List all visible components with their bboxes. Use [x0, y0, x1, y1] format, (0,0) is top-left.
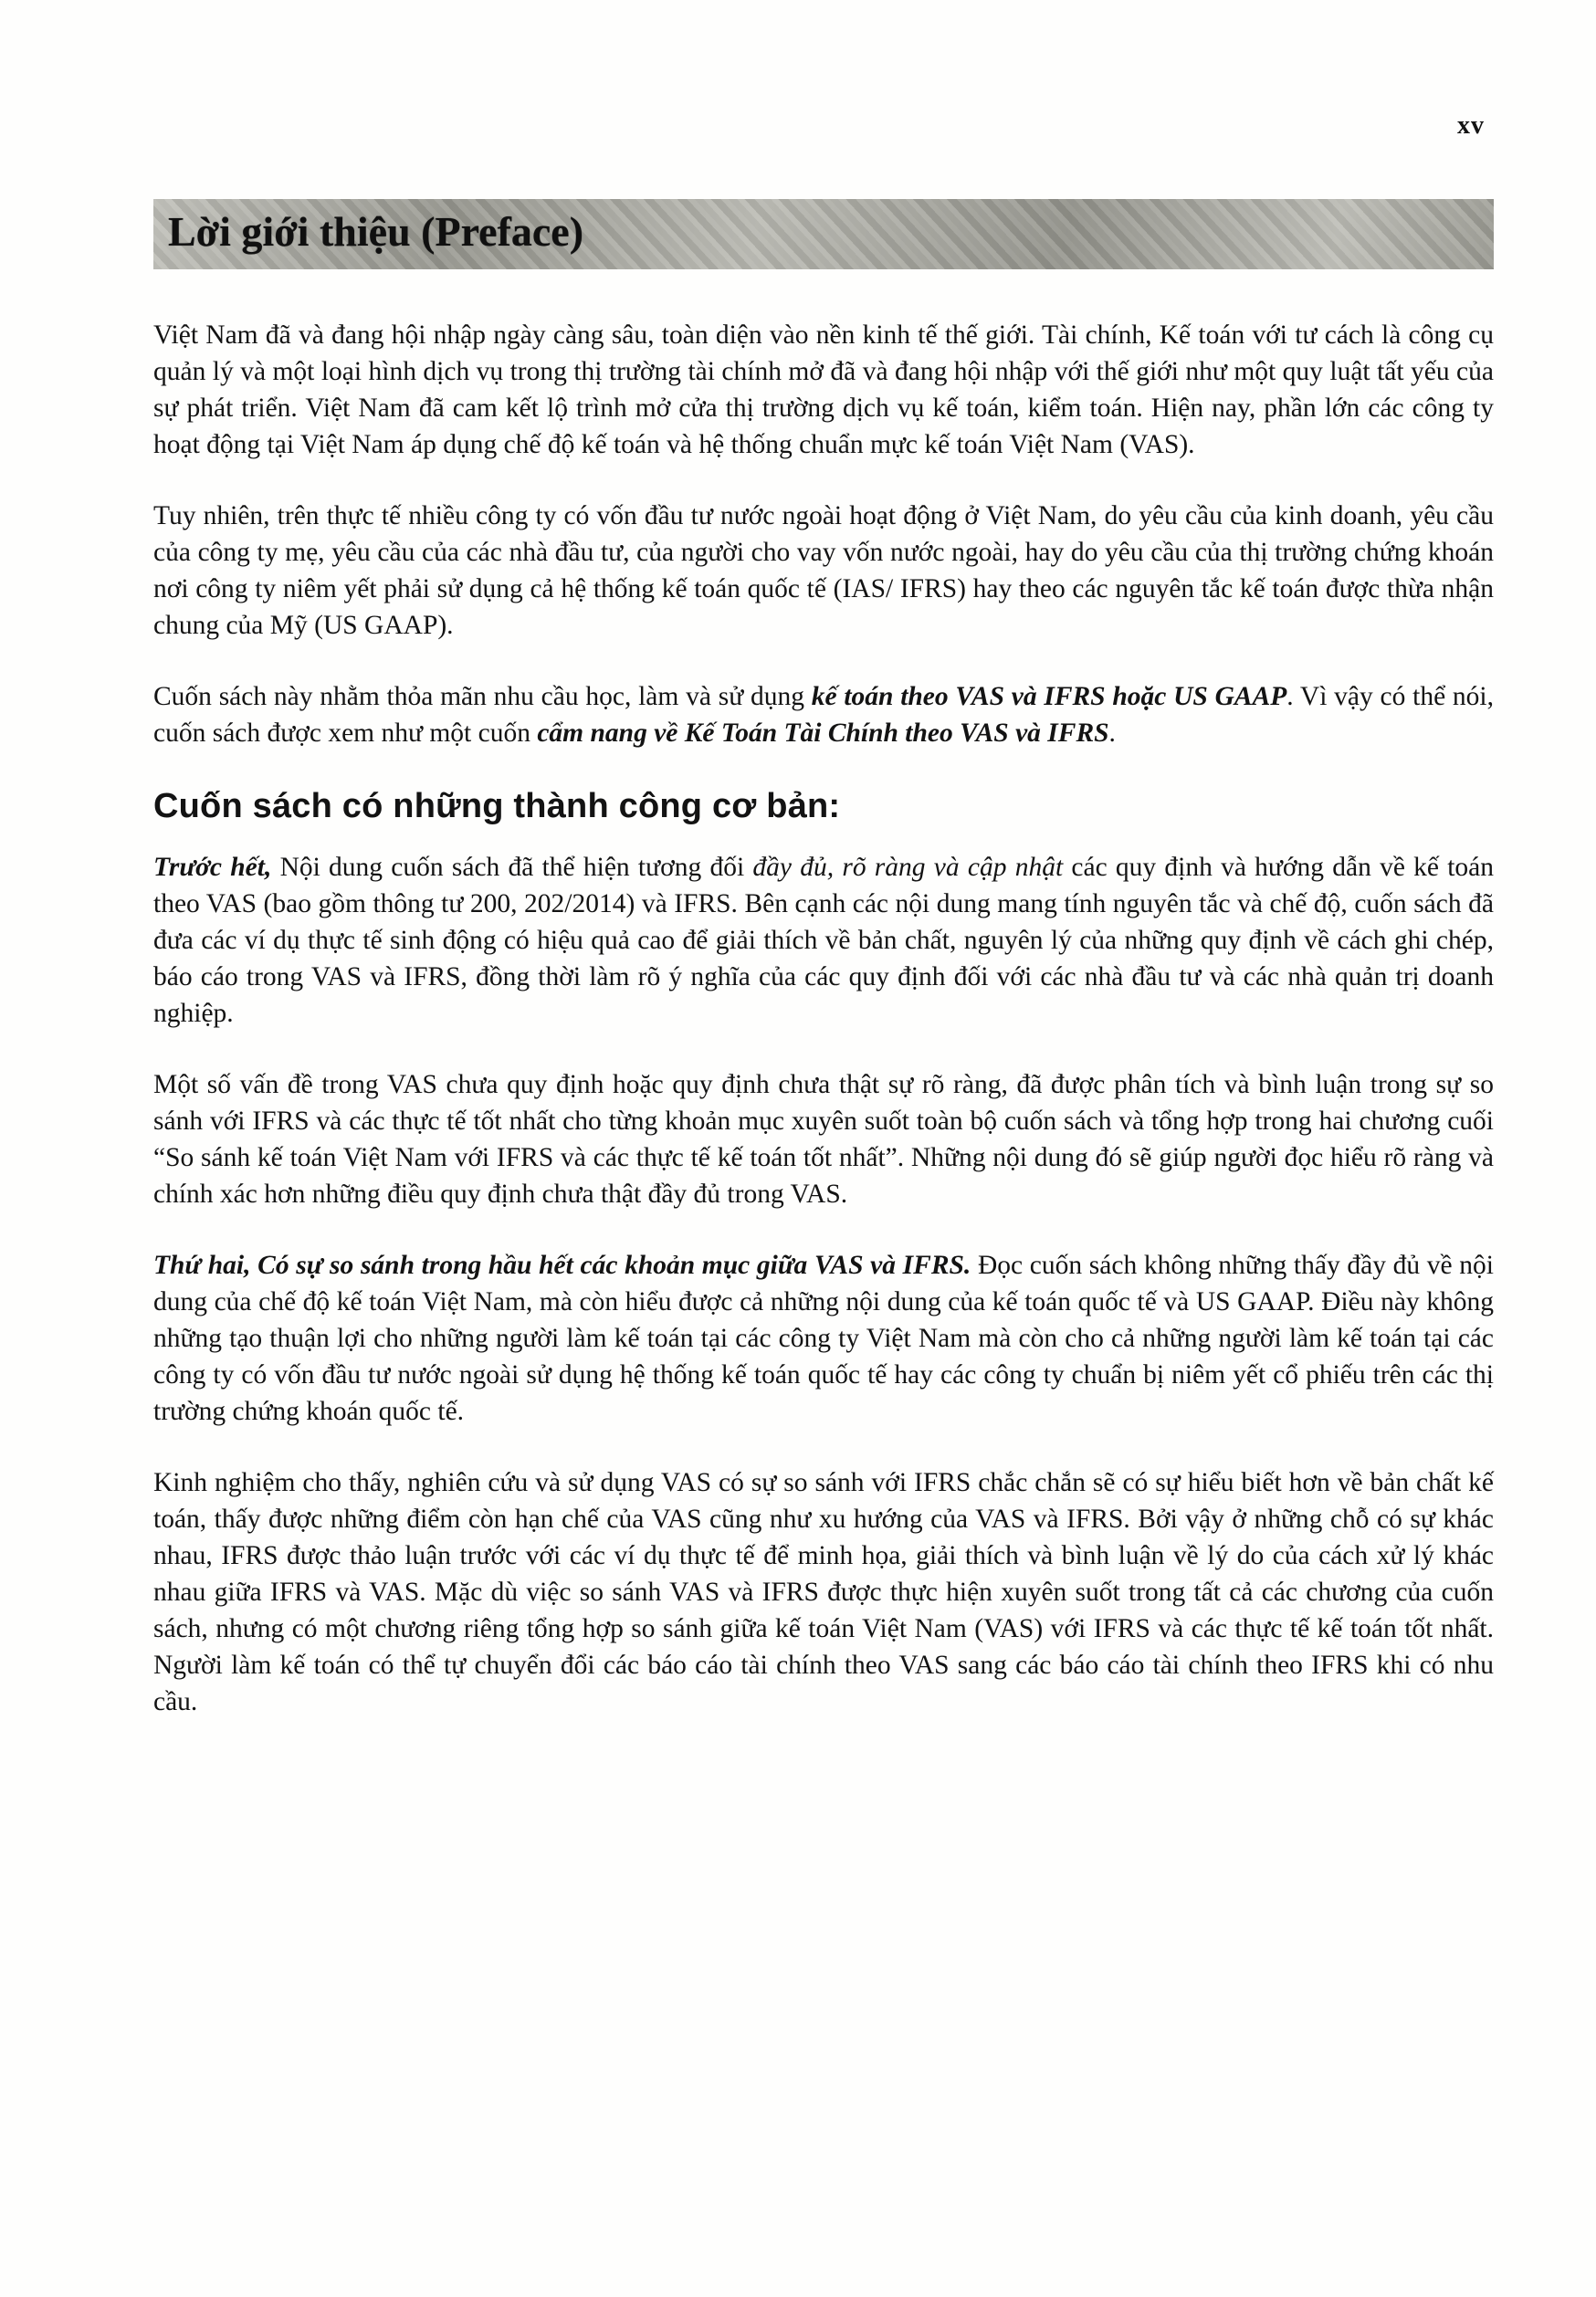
paragraph-body-4 [153, 1464, 1494, 1720]
text-run: Nội dung cuốn sách đã thể hiện tương đối [271, 853, 753, 883]
text-run: Thứ hai, Có sự so sánh trong hầu hết các khoản mục giữa VAS và IFRS. [153, 1251, 971, 1281]
preface-title: Lời giới thiệu (Preface) [168, 208, 584, 255]
paragraph-body-3 [153, 1247, 1494, 1430]
page-number: xv [1457, 111, 1485, 140]
text-run: . Vì vậy có thể nói, cuốn sách được xem như một cuốn [153, 681, 1494, 748]
text-run: Đọc cuốn sách không những thấy đầy đủ về nội dung của chế độ kế toán Việt Nam, mà còn hiểu được cả những nội dung của kế toán quốc tế và US GAAP. Điều này không những tạo thuận lợi cho những người làm kế toán tại các công ty Việt Nam mà còn cho cả những người làm kế toán tại các công ty có vốn đầu tư nước ngoài sử dụng hệ thống kế toán quốc tế hay các công ty chuẩn bị niêm yết cổ phiếu trên các thị trường chứng khoán quốc tế. [153, 1251, 1494, 1427]
text-run: Tuy nhiên, trên thực tế nhiều công ty có vốn đầu tư nước ngoài hoạt động ở Việt Nam, do yêu cầu của kinh doanh, yêu cầu của công ty mẹ, yêu cầu của các nhà đầu tư, của người cho vay vốn nước ngoài, hay do yêu cầu của thị trường chứng khoán nơi công ty niêm yết phải sử dụng cả hệ thống kế toán quốc tế (IAS/ IFRS) hay theo các nguyên tắc kế toán được thừa nhận chung của Mỹ (US GAAP). [153, 500, 1494, 640]
paragraph-body-1 [153, 849, 1494, 1032]
text-run: Một số vấn đề trong VAS chưa quy định hoặc quy định chưa thật sự rõ ràng, đã được phân tích và bình luận trong sự so sánh với IFRS và các thực tế tốt nhất cho từng khoản mục xuyên suốt toàn bộ cuốn sách và tổng hợp trong hai chương cuối “So sánh kế toán Việt Nam với IFRS và các thực tế kế toán tốt nhất”. Những nội dung đó sẽ giúp người đọc hiểu rõ ràng và chính xác hơn những điều quy định chưa thật đầy đủ trong VAS. [153, 1070, 1494, 1210]
text-run: . [1108, 718, 1116, 748]
text-run: kế toán theo VAS và IFRS hoặc US GAAP [811, 681, 1287, 711]
paragraph-intro-1 [153, 317, 1494, 463]
text-run: đầy đủ, rõ ràng và cập nhật [752, 853, 1064, 883]
text-run: Cuốn sách này nhằm thỏa mãn nhu cầu học, làm và sử dụng [153, 681, 812, 711]
text-run: Trước hết, [153, 853, 272, 883]
text-run: Việt Nam đã và đang hội nhập ngày càng sâu, toàn diện vào nền kinh tế thế giới. Tài chính, Kế toán với tư cách là công cụ quản lý và một loại hình dịch vụ trong thị trường tài chính mở đã và đang hội nhập với thế giới như một quy luật tất yếu của sự phát triển. Việt Nam đã cam kết lộ trình mở cửa thị trường dịch vụ kế toán, kiểm toán. Hiện nay, phần lớn các công ty hoạt động tại Việt Nam áp dụng chế độ kế toán và hệ thống chuẩn mực kế toán Việt Nam (VAS). [153, 320, 1494, 459]
paragraph-body-2 [153, 1066, 1494, 1212]
paragraph-intro-2 [153, 498, 1494, 644]
paragraph-intro-3 [153, 678, 1494, 751]
text-run: Kinh nghiệm cho thấy, nghiên cứu và sử dụng VAS có sự so sánh với IFRS chắc chắn sẽ có sự hiểu biết hơn về bản chất kế toán, thấy được những điểm còn hạn chế của VAS cũng như xu hướng của VAS và IFRS. Bởi vậy ở những chỗ có sự khác nhau, IFRS được thảo luận trước với các ví dụ thực tế để minh họa, giải thích và bình luận về lý do của cách xử lý khác nhau giữa IFRS và VAS. Mặc dù việc so sánh VAS và IFRS được thực hiện xuyên suốt trong tất cả các chương của cuốn sách, nhưng có một chương riêng tổng hợp so sánh giữa kế toán Việt Nam (VAS) với IFRS và các thực tế kế toán tốt nhất. Người làm kế toán có thể tự chuyển đổi các báo cáo tài chính theo VAS sang các báo cáo tài chính theo IFRS khi có nhu cầu. [153, 1468, 1494, 1717]
preface-title-bar [153, 199, 1494, 269]
text-run: các quy định và hướng dẫn về kế toán theo VAS (bao gồm thông tư 200, 202/2014) và IFRS. Bên cạnh các nội dung mang tính nguyên tắc và chế độ, cuốn sách đã đưa các ví dụ thực tế sinh động có hiệu quả cao để giải thích về bản chất, nguyên lý của những quy định về cách ghi chép, báo cáo trong VAS và IFRS, đồng thời làm rõ ý nghĩa của các quy định đối với các nhà đầu tư và các nhà quản trị doanh nghiệp. [153, 853, 1495, 1029]
document-body [153, 317, 1494, 1721]
text-run: cẩm nang về Kế Toán Tài Chính theo VAS và IFRS [537, 718, 1109, 748]
section-heading: Cuốn sách có những thành công cơ bản: [153, 786, 841, 825]
